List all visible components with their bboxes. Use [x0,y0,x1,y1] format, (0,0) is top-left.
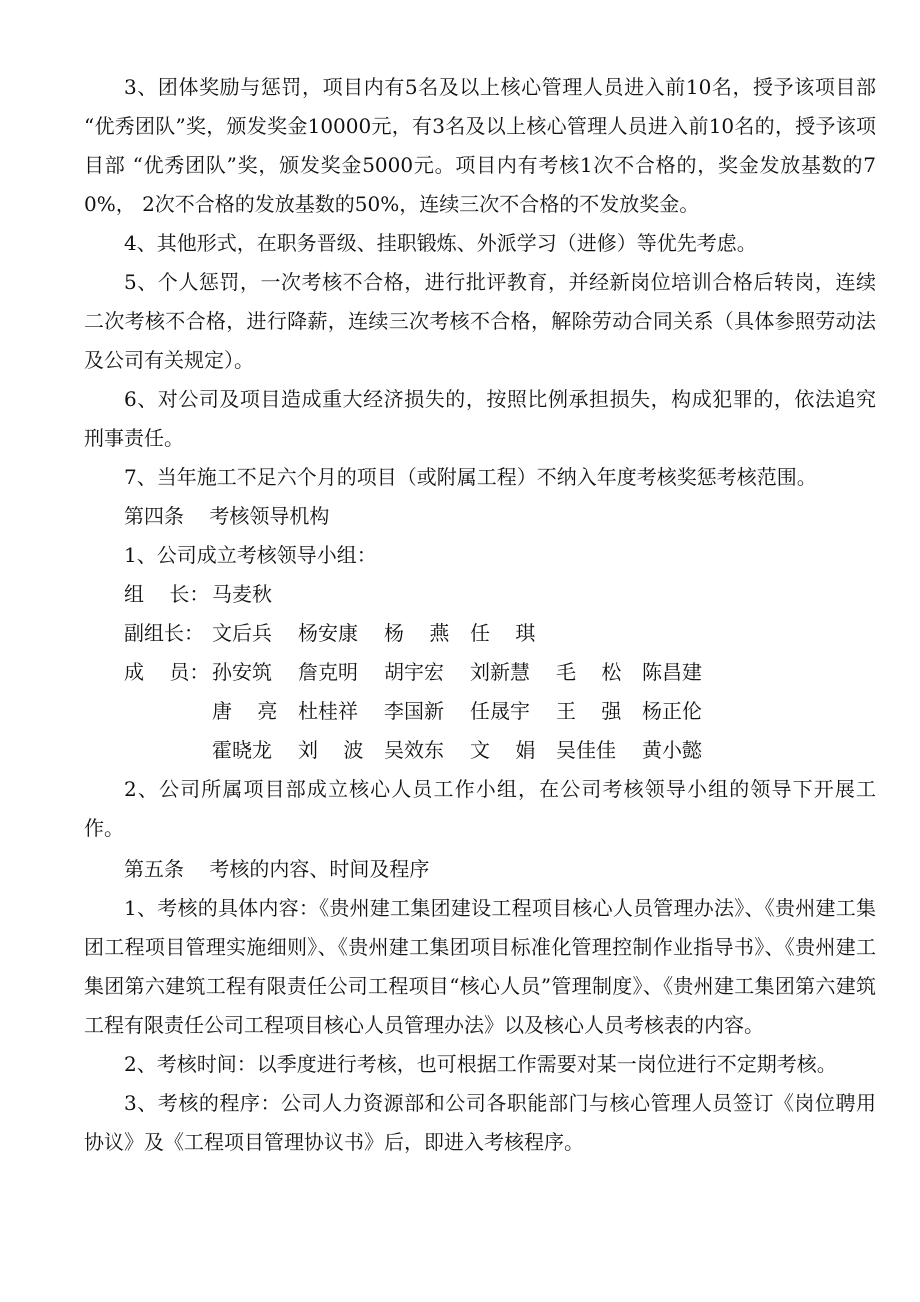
member-name: 毛 松 [556,660,622,684]
article-5-item-2: 2、考核时间：以季度进行考核，也可根据工作需要对某一岗位进行不定期考核。 [124,1052,837,1076]
member-name: 唐 亮 [212,699,278,723]
member-name: 任晟宇 [470,699,530,723]
member-name: 文 娟 [470,738,536,762]
member-name: 杜桂祥 [298,699,358,723]
leader-name: 马麦秋 [212,582,272,606]
deputy-name: 文后兵 [212,621,272,645]
paragraph-group-award: 3、团体奖励与惩罚，项目内有5名及以上核心管理人员进入前10名，授予该项目部 “优秀团队”奖，颁发奖金10000元，有3名及以上核心管理人员进入前10名的，授予该项目部 “优秀团队”奖，颁发奖金5000元。项目内有考核1次不合格的，奖金发放基数的70%， 2次不合格的发放基数的50%，连续三次不合格的不发放奖金。 [84,75,876,216]
member-name: 杨正伦 [642,699,702,723]
member-name: 吴效东 [384,738,444,762]
member-name: 王 强 [556,699,622,723]
article-5-item-1: 1、考核的具体内容：《贵州建工集团建设工程项目核心人员管理办法》、《贵州建工集团工程项目管理实施细则》、《贵州建工集团项目标准化管理控制作业指导书》、《贵州建工集团第六建筑工程有限责任公司工程项目“核心人员”管理制度》、《贵州建工集团第六建筑工程有限责任公司工程项目核心人员管理办法》以及核心人员考核表的内容。 [84,896,876,1037]
paragraph-economic-loss: 6、对公司及项目造成重大经济损失的，按照比例承担损失，构成犯罪的，依法追究刑事责任。 [84,387,876,450]
leader-label: 组 长： [124,582,210,606]
deputy-label: 副组长： [124,621,204,645]
member-name: 詹克明 [298,660,358,684]
article-4-heading: 第四条 考核领导机构 [124,504,330,528]
member-name: 李国新 [384,699,444,723]
deputy-name: 杨安康 [298,621,358,645]
member-row-1 [84,653,876,692]
member-name: 黄小懿 [642,738,702,762]
member-name: 刘新慧 [470,660,530,684]
paragraph-scope-exclusion: 7、当年施工不足六个月的项目（或附属工程）不纳入年度考核奖惩考核范围。 [124,465,817,489]
paragraph-other-forms: 4、其他形式，在职务晋级、挂职锻炼、外派学习（进修）等优先考虑。 [124,231,757,255]
article-4-item-1: 1、公司成立考核领导小组： [124,543,377,567]
member-name: 陈昌建 [642,660,702,684]
member-name: 吴佳佳 [556,738,616,762]
member-name: 霍晓龙 [212,738,272,762]
paragraph-personal-penalty: 5、个人惩罚，一次考核不合格，进行批评教育，并经新岗位培训合格后转岗，连续二次考核不合格，进行降薪，连续三次考核不合格，解除劳动合同关系（具体参照劳动法及公司有关规定）。 [84,270,876,372]
member-label: 成 员： [124,660,210,684]
article-5-item-3: 3、考核的程序：公司人力资源部和公司各职能部门与核心管理人员签订《岗位聘用协议》及《工程项目管理协议书》后，即进入考核程序。 [84,1091,876,1154]
deputy-name: 杨 燕 [384,621,450,645]
member-row-2 [84,692,876,731]
member-row-3 [84,731,876,770]
article-5-heading: 第五条 考核的内容、时间及程序 [124,857,430,881]
leader-row [84,575,876,614]
member-name: 胡宇宏 [384,660,444,684]
member-name: 刘 波 [298,738,364,762]
article-4-item-2: 2、公司所属项目部成立核心人员工作小组，在公司考核领导小组的领导下开展工作。 [84,777,876,840]
document-page [84,68,876,1162]
member-name: 孙安筑 [212,660,272,684]
deputy-row [84,614,876,653]
deputy-name: 任 琪 [470,621,536,645]
